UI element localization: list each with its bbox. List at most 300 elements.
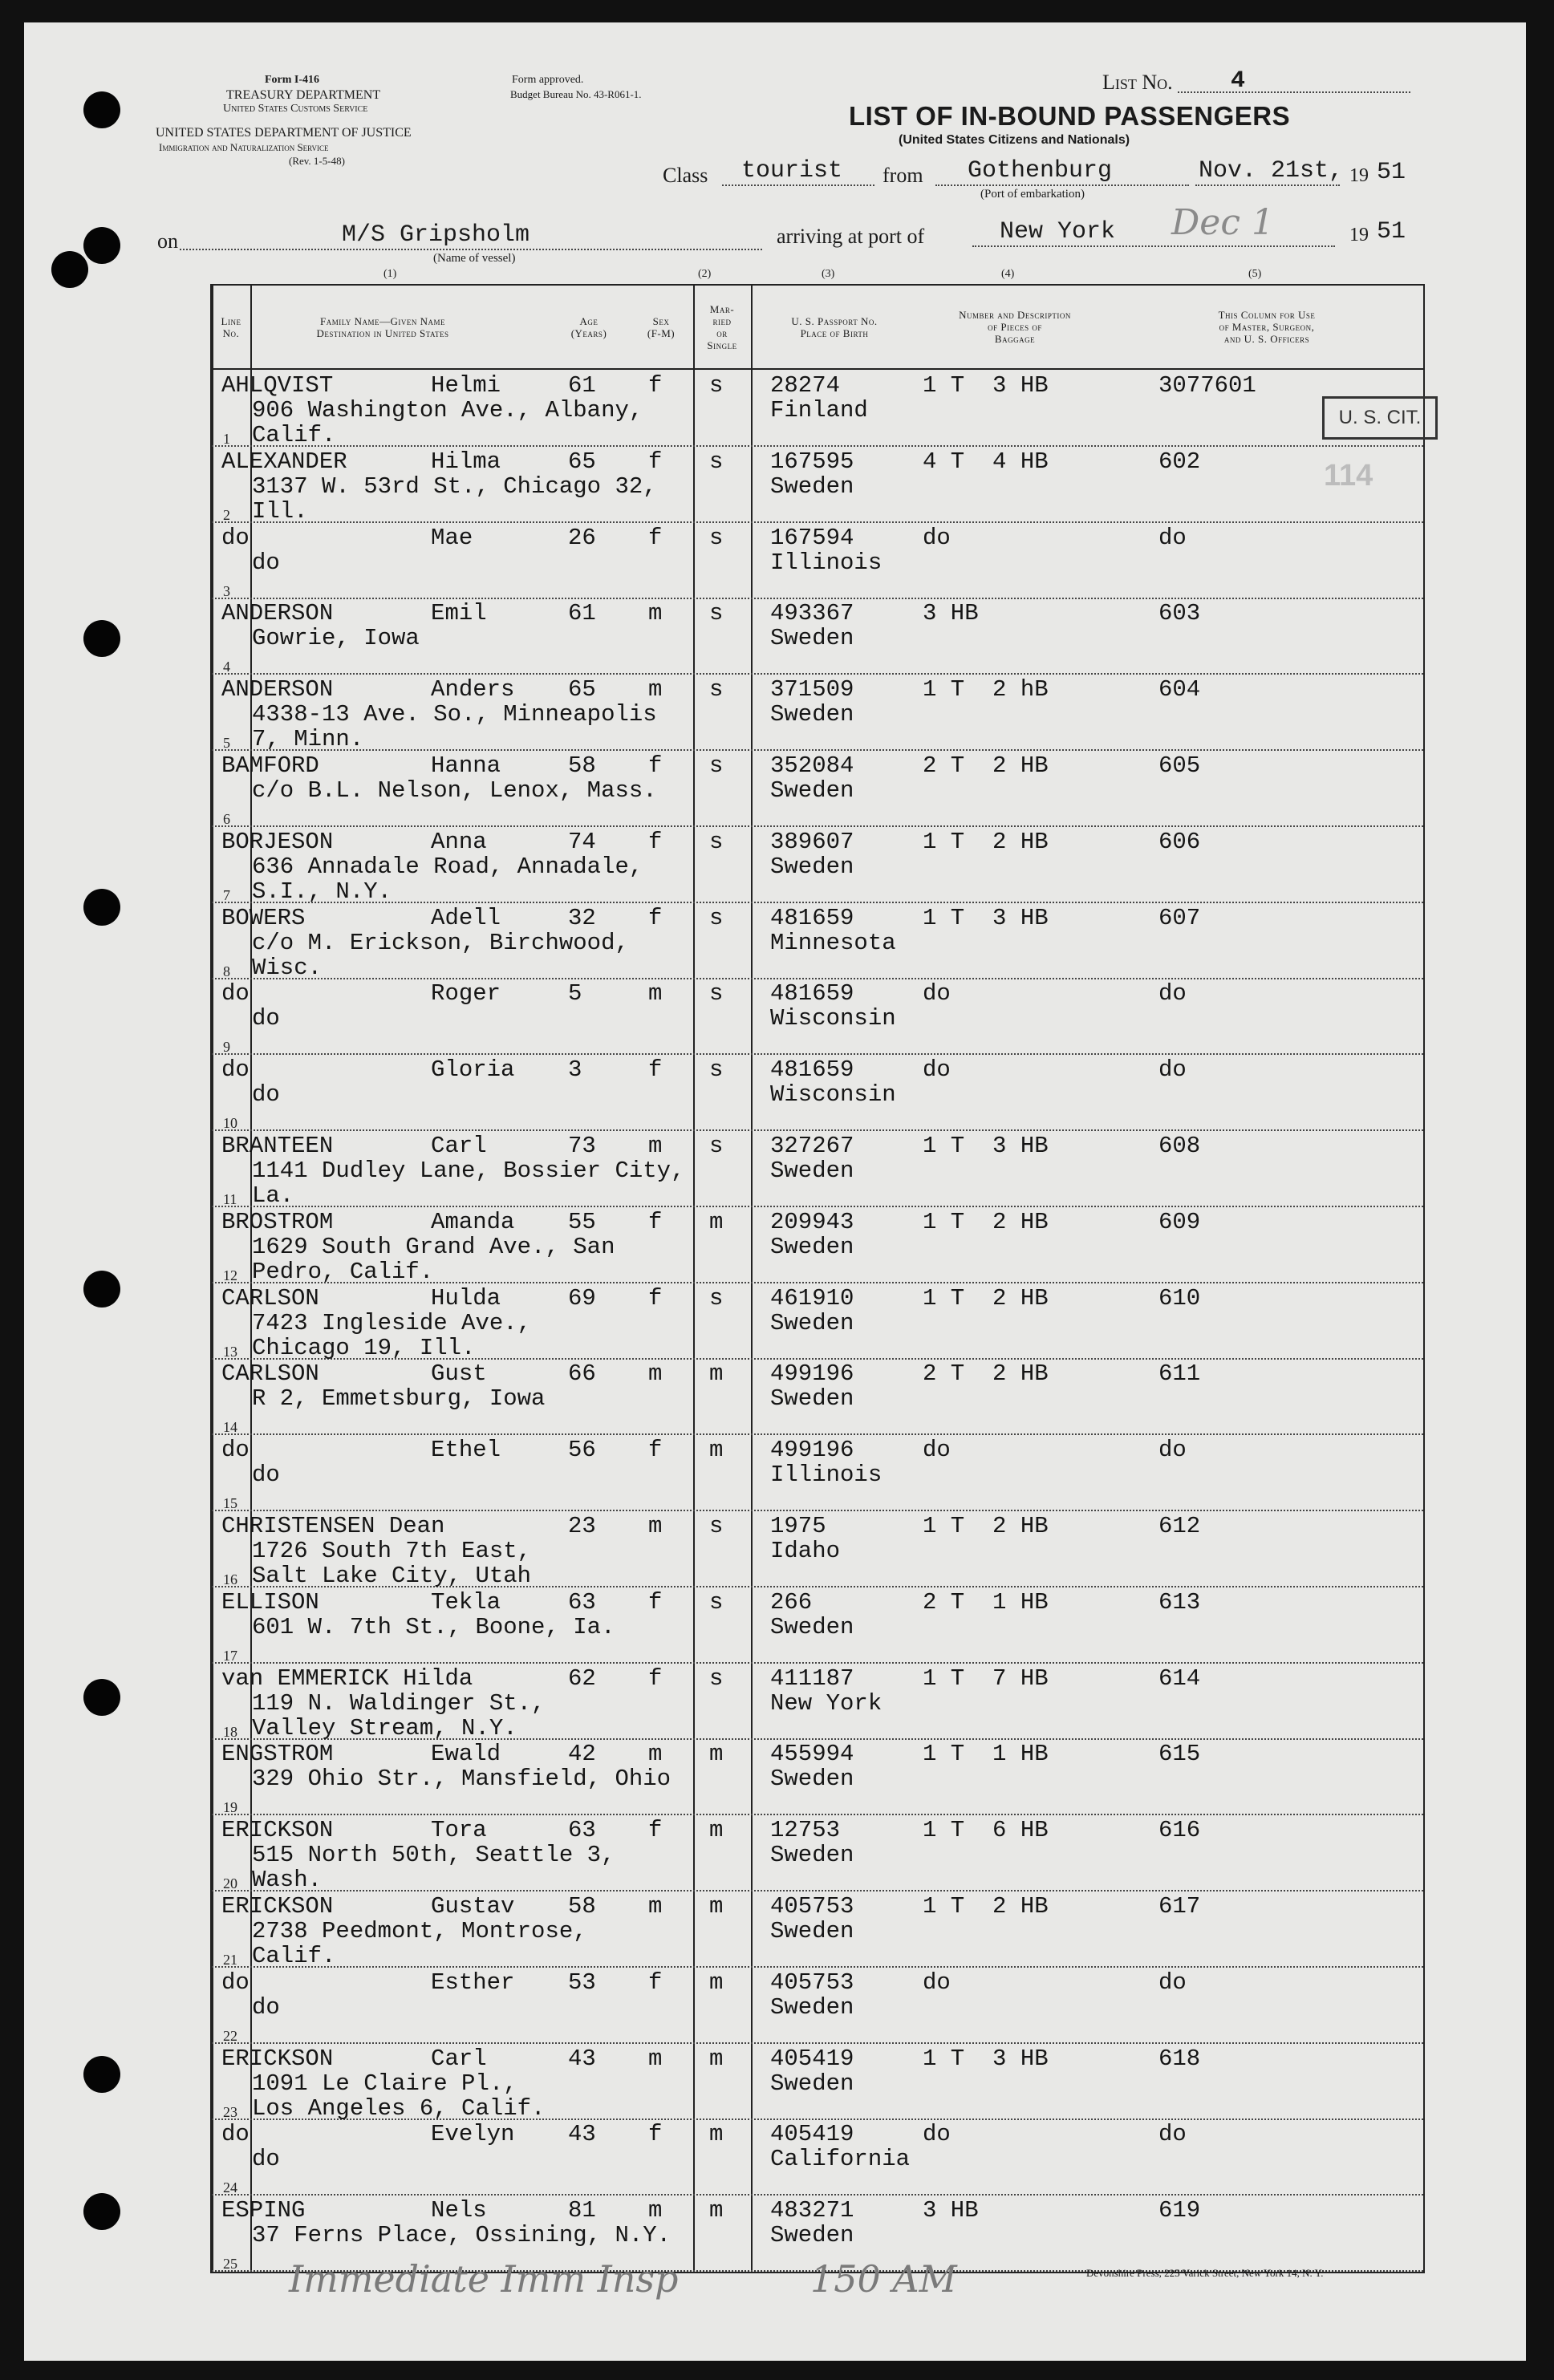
sex: f (648, 1437, 663, 1464)
sex: f (648, 1056, 663, 1084)
line-number: 17 (223, 1647, 237, 1664)
document-title: LIST OF IN-BOUND PASSENGERS (849, 101, 1291, 131)
marital-status: m (709, 2121, 724, 2148)
passport-birthplace: 167595 Sweden (770, 448, 854, 500)
sex: m (648, 676, 663, 703)
age: 74 (568, 828, 596, 855)
table-row (212, 522, 1423, 599)
passenger-name: van EMMERICK Hilda (221, 1664, 473, 1692)
passport-birthplace: 481659 Wisconsin (770, 980, 896, 1032)
sex: f (648, 1284, 663, 1312)
line-number: 2 (223, 506, 230, 523)
passenger-name: do Gloria (221, 1056, 515, 1084)
age: 5 (568, 980, 582, 1008)
baggage: do (923, 980, 951, 1008)
destination-address: 2738 Peedmont, Montrose, Calif. (252, 1918, 587, 1969)
col-header-passport: U. S. Passport No. Place of Birth (751, 286, 918, 370)
stamp-number: 114 (1324, 459, 1373, 493)
destination-address: 7423 Ingleside Ave., Chicago 19, Ill. (252, 1309, 532, 1361)
printer-imprint: Devonshire Press, 225 Varick Street, New York 14, N. Y. (1086, 2267, 1324, 2279)
passenger-table (210, 284, 1425, 2273)
marital-status: m (709, 1360, 724, 1388)
table-row (212, 1358, 1423, 1435)
destination-address: c/o M. Erickson, Birchwood, Wisc. (252, 929, 629, 981)
col-header-age: Age (Years) (549, 286, 629, 370)
punch-hole (83, 91, 120, 128)
arrival-port: New York (1000, 218, 1116, 245)
sex: m (648, 2197, 663, 2224)
form-id: Form I-416 (265, 74, 320, 86)
sex: m (648, 1133, 663, 1159)
table-row (212, 1510, 1423, 1587)
marital-status: m (709, 2197, 724, 2224)
sex: m (648, 600, 663, 627)
immigration-service: Immigration and Naturalization Service (159, 141, 329, 153)
baggage: do (923, 1056, 951, 1084)
officer-number: do (1158, 1056, 1187, 1084)
sex: f (648, 1817, 663, 1844)
destination-address: 119 N. Waldinger St., Valley Stream, N.Y. (252, 1689, 546, 1741)
sex: f (648, 752, 663, 779)
marital-status: m (709, 1437, 724, 1464)
age: 43 (568, 2121, 596, 2148)
passenger-name: ESPING Nels (221, 2197, 487, 2224)
line-number: 19 (223, 1799, 237, 1816)
officer-number: 3077601 (1158, 372, 1256, 399)
destination-address: R 2, Emmetsburg, Iowa (252, 1385, 546, 1413)
handwritten-note: Immediate Imm Insp (289, 2257, 679, 2301)
passenger-name: ERICKSON Tora (221, 1817, 487, 1844)
passport-birthplace: 28274 Finland (770, 372, 868, 424)
punch-hole (83, 227, 120, 264)
passenger-name: do Esther (221, 1968, 515, 1996)
passport-birthplace: 483271 Sweden (770, 2197, 854, 2249)
marital-status: s (709, 1664, 724, 1692)
passenger-name: BAMFORD Hanna (221, 752, 501, 779)
officer-number: 619 (1158, 2197, 1201, 2224)
line-number: 22 (223, 2027, 237, 2044)
customs-service: United States Customs Service (223, 103, 368, 115)
passport-birthplace: 327267 Sweden (770, 1133, 854, 1184)
line-number: 25 (223, 2256, 237, 2273)
baggage: 1 T 2 HB (923, 828, 1049, 855)
destination-address: do (252, 1081, 280, 1109)
officer-number: 611 (1158, 1360, 1201, 1388)
passenger-name: BRANTEEN Carl (221, 1133, 487, 1159)
us-citizen-stamp: U. S. CIT. (1322, 396, 1438, 440)
vessel-note: (Name of vessel) (433, 252, 516, 265)
table-row (212, 750, 1423, 827)
officer-number: 615 (1158, 1741, 1201, 1768)
passport-birthplace: 411187 New York (770, 1664, 882, 1717)
destination-address: 1629 South Grand Ave., San Pedro, Calif. (252, 1233, 615, 1285)
officer-number: 612 (1158, 1513, 1201, 1539)
passenger-name: CARLSON Hulda (221, 1284, 501, 1312)
age: 42 (568, 1741, 596, 1768)
officer-number: do (1158, 1437, 1187, 1464)
age: 69 (568, 1284, 596, 1312)
marital-status: s (709, 1588, 724, 1616)
passenger-name: ANDERSON Emil (221, 600, 487, 627)
age: 65 (568, 676, 596, 703)
baggage: do (923, 1437, 951, 1464)
baggage: 2 T 2 HB (923, 752, 1049, 779)
handwritten-count: 150 AM (810, 2257, 957, 2301)
year2-prefix: 19 (1349, 225, 1369, 245)
destination-address: do (252, 1462, 280, 1489)
line-number: 12 (223, 1267, 237, 1283)
age: 23 (568, 1513, 596, 1539)
table-row (212, 446, 1423, 523)
revision: (Rev. 1-5-48) (289, 155, 345, 167)
officer-number: 618 (1158, 2045, 1201, 2072)
passenger-name: do Evelyn (221, 2121, 515, 2148)
sex: f (648, 524, 663, 551)
sex: f (648, 1664, 663, 1692)
passport-birthplace: 455994 Sweden (770, 1741, 854, 1793)
officer-number: do (1158, 524, 1187, 551)
sex: f (648, 1968, 663, 1996)
baggage: 1 T 3 HB (923, 372, 1049, 399)
budget-bureau: Budget Bureau No. 43-R061-1. (510, 88, 642, 100)
passport-birthplace: 389607 Sweden (770, 828, 854, 880)
passport-birthplace: 12753 Sweden (770, 1817, 854, 1869)
year-prefix: 19 (1349, 165, 1369, 186)
table-row (212, 1587, 1423, 1664)
destination-address: 4338-13 Ave. So., Minneapolis 7, Minn. (252, 701, 657, 753)
sex: f (648, 2121, 663, 2148)
line-number: 5 (223, 735, 230, 752)
punch-hole (83, 1271, 120, 1308)
list-no-value: 4 (1231, 67, 1246, 95)
col-num-3: (3) (822, 268, 835, 280)
line-number: 11 (223, 1191, 237, 1207)
line-number: 4 (223, 659, 230, 675)
class-value: tourist (741, 157, 843, 184)
marital-status: m (709, 2045, 724, 2072)
officer-number: 617 (1158, 1893, 1201, 1920)
marital-status: s (709, 1513, 724, 1539)
line-number: 24 (223, 2179, 237, 2196)
destination-address: do (252, 1005, 280, 1032)
officer-number: 614 (1158, 1664, 1201, 1692)
table-row (212, 978, 1423, 1055)
marital-status: s (709, 1284, 724, 1312)
col-num-5: (5) (1248, 268, 1262, 280)
destination-address: 515 North 50th, Seattle 3, Wash. (252, 1842, 615, 1894)
line-number: 1 (223, 431, 230, 447)
age: 26 (568, 524, 596, 551)
passport-birthplace: 499196 Sweden (770, 1360, 854, 1413)
col-header-line: Line No. (212, 286, 250, 370)
line-number: 9 (223, 1039, 230, 1056)
passenger-name: CARLSON Gust (221, 1360, 487, 1388)
officer-number: 608 (1158, 1133, 1201, 1159)
punch-hole (83, 2056, 120, 2093)
year2-suffix: 51 (1377, 218, 1406, 245)
embarkation-note: (Port of embarkation) (980, 188, 1085, 201)
line-number: 15 (223, 1495, 237, 1512)
sex: m (648, 1513, 663, 1539)
destination-address: do (252, 1993, 280, 2021)
line-number: 10 (223, 1115, 237, 1132)
table-row (212, 2043, 1423, 2120)
age: 58 (568, 1893, 596, 1920)
baggage: 1 T 6 HB (923, 1817, 1049, 1844)
sex: f (648, 828, 663, 855)
marital-status: m (709, 1741, 724, 1768)
baggage: 1 T 2 hB (923, 676, 1049, 703)
marital-status: m (709, 1817, 724, 1844)
line-number: 8 (223, 963, 230, 979)
col-header-married: Mar- ried or Single (693, 286, 751, 370)
age: 32 (568, 904, 596, 931)
sex: f (648, 372, 663, 399)
age: 43 (568, 2045, 596, 2072)
marital-status: m (709, 1893, 724, 1920)
officer-number: 605 (1158, 752, 1201, 779)
table-row (212, 1434, 1423, 1511)
table-row (212, 1738, 1423, 1815)
marital-status: s (709, 372, 724, 399)
officer-number: 613 (1158, 1588, 1201, 1616)
age: 3 (568, 1056, 582, 1084)
passport-birthplace: 371509 Sweden (770, 676, 854, 728)
punch-hole (83, 620, 120, 657)
age: 66 (568, 1360, 596, 1388)
punch-hole (51, 251, 88, 288)
passenger-name: BROSTROM Amanda (221, 1208, 515, 1235)
age: 63 (568, 1588, 596, 1616)
destination-address: 1726 South 7th East, Salt Lake City, Utah (252, 1538, 532, 1589)
table-row (212, 370, 1423, 447)
destination-address: 636 Annadale Road, Annadale, S.I., N.Y. (252, 853, 643, 905)
line-number: 13 (223, 1343, 237, 1360)
table-row (212, 1967, 1423, 2044)
table-row (212, 1814, 1423, 1894)
passenger-name: ALEXANDER Hilma (221, 448, 501, 475)
col-num-1: (1) (383, 268, 397, 280)
passenger-name: BOWERS Adell (221, 904, 501, 931)
passenger-name: ENGSTROM Ewald (221, 1741, 501, 1768)
baggage: 1 T 3 HB (923, 2045, 1049, 2072)
col-header-officers: This Column for Use of Master, Surgeon, and U. S. Officers (1112, 286, 1422, 370)
baggage: 2 T 2 HB (923, 1360, 1049, 1388)
line-number: 21 (223, 1952, 237, 1968)
passport-birthplace: 405753 Sweden (770, 1893, 854, 1944)
sex: m (648, 1893, 663, 1920)
sex: m (648, 1741, 663, 1768)
baggage: 1 T 3 HB (923, 1133, 1049, 1159)
age: 62 (568, 1664, 596, 1692)
officer-number: do (1158, 980, 1187, 1008)
baggage: 3 HB (923, 2197, 979, 2224)
destination-address: 37 Ferns Place, Ossining, N.Y. (252, 2222, 672, 2249)
passport-birthplace: 481659 Minnesota (770, 904, 896, 956)
officer-number: do (1158, 2121, 1187, 2148)
officer-number: 604 (1158, 676, 1201, 703)
col-header-sex: Sex (F-M) (629, 286, 693, 370)
marital-status: s (709, 676, 724, 703)
passenger-name: do Roger (221, 980, 501, 1008)
document-subtitle: (United States Citizens and Nationals) (899, 133, 1130, 147)
age: 53 (568, 1968, 596, 1996)
punch-hole (83, 1679, 120, 1716)
baggage: 1 T 2 HB (923, 1893, 1049, 1920)
line-number: 7 (223, 886, 230, 903)
sex: f (648, 1588, 663, 1616)
col-num-2: (2) (698, 268, 712, 280)
baggage: 4 T 4 HB (923, 448, 1049, 475)
age: 55 (568, 1208, 596, 1235)
arriving-label: arriving at port of (777, 225, 925, 248)
justice-dept: UNITED STATES DEPARTMENT OF JUSTICE (156, 126, 412, 140)
sex: f (648, 904, 663, 931)
passport-birthplace: 481659 Wisconsin (770, 1056, 896, 1109)
col-num-4: (4) (1001, 268, 1015, 280)
line-number: 18 (223, 1723, 237, 1740)
marital-status: s (709, 524, 724, 551)
table-row (212, 1130, 1423, 1207)
table-row (212, 674, 1423, 751)
age: 63 (568, 1817, 596, 1844)
baggage: 1 T 1 HB (923, 1741, 1049, 1768)
baggage: 1 T 7 HB (923, 1664, 1049, 1692)
baggage: do (923, 1968, 951, 1996)
passport-birthplace: 405419 Sweden (770, 2045, 854, 2097)
sex: m (648, 2045, 663, 2072)
baggage: 2 T 1 HB (923, 1588, 1049, 1616)
line-number: 14 (223, 1419, 237, 1436)
marital-status: s (709, 752, 724, 779)
on-label: on (157, 229, 178, 253)
class-label: Class (663, 164, 708, 187)
passenger-name: do Ethel (221, 1437, 501, 1464)
officer-number: do (1158, 1968, 1187, 1996)
table-row (212, 598, 1423, 675)
line-number: 16 (223, 1571, 237, 1587)
age: 56 (568, 1437, 596, 1464)
treasury-dept: TREASURY DEPARTMENT (226, 88, 381, 102)
table-row (212, 826, 1423, 903)
passport-birthplace: 493367 Sweden (770, 600, 854, 652)
passenger-name: ANDERSON Anders (221, 676, 515, 703)
baggage: 1 T 2 HB (923, 1513, 1049, 1539)
list-no-label: List No. (1102, 71, 1173, 94)
destination-address: c/o B.L. Nelson, Lenox, Mass. (252, 777, 657, 804)
baggage: 3 HB (923, 600, 979, 627)
punch-hole (83, 2193, 120, 2230)
table-row (212, 1054, 1423, 1131)
age: 61 (568, 600, 596, 627)
passport-birthplace: 405419 California (770, 2121, 911, 2173)
passenger-name: ERICKSON Carl (221, 2045, 487, 2072)
passport-birthplace: 405753 Sweden (770, 1968, 854, 2021)
marital-status: s (709, 980, 724, 1008)
marital-status: s (709, 1056, 724, 1084)
line-number: 23 (223, 2103, 237, 2120)
sex: m (648, 1360, 663, 1388)
passenger-name: CHRISTENSEN Dean (221, 1513, 445, 1539)
destination-address: do (252, 2146, 280, 2173)
marital-status: m (709, 1968, 724, 1996)
age: 73 (568, 1133, 596, 1159)
age: 58 (568, 752, 596, 779)
sex: m (648, 980, 663, 1008)
officer-number: 609 (1158, 1208, 1201, 1235)
passenger-name: ELLISON Tekla (221, 1588, 501, 1616)
from-label: from (882, 164, 923, 187)
destination-address: 906 Washington Ave., Albany, Calif. (252, 397, 643, 448)
destination-address: Gowrie, Iowa (252, 625, 420, 652)
table-row (212, 2118, 1423, 2196)
officer-number: 616 (1158, 1817, 1201, 1844)
marital-status: s (709, 448, 724, 475)
passport-birthplace: 461910 Sweden (770, 1284, 854, 1336)
passport-birthplace: 499196 Illinois (770, 1437, 882, 1489)
sex: f (648, 448, 663, 475)
age: 61 (568, 372, 596, 399)
age: 65 (568, 448, 596, 475)
baggage: do (923, 524, 951, 551)
marital-status: s (709, 600, 724, 627)
baggage: do (923, 2121, 951, 2148)
marital-status: s (709, 828, 724, 855)
col-header-name: Family Name—Given Name Destination in United States (250, 286, 515, 370)
year-suffix: 51 (1377, 159, 1406, 186)
table-row (212, 902, 1423, 979)
age: 81 (568, 2197, 596, 2224)
marital-status: s (709, 1133, 724, 1159)
baggage: 1 T 3 HB (923, 904, 1049, 931)
officer-number: 607 (1158, 904, 1201, 931)
table-row (212, 1891, 1423, 1968)
destination-address: 3137 W. 53rd St., Chicago 32, Ill. (252, 472, 657, 525)
passport-birthplace: 352084 Sweden (770, 752, 854, 804)
line-number: 20 (223, 1875, 237, 1892)
table-row (212, 1283, 1423, 1360)
baggage: 1 T 2 HB (923, 1284, 1049, 1312)
passport-birthplace: 167594 Illinois (770, 524, 882, 576)
officer-number: 606 (1158, 828, 1201, 855)
embarkation-port: Gothenburg (968, 157, 1113, 184)
passenger-name: BORJESON Anna (221, 828, 487, 855)
destination-address: 601 W. 7th St., Boone, Ia. (252, 1613, 615, 1640)
destination-address: 1141 Dudley Lane, Bossier City, La. (252, 1158, 685, 1209)
destination-address: 329 Ohio Str., Mansfield, Ohio (252, 1766, 672, 1793)
passenger-name: ERICKSON Gustav (221, 1893, 515, 1920)
officer-number: 602 (1158, 448, 1201, 475)
form-approved: Form approved. (512, 74, 584, 86)
destination-address: do (252, 549, 280, 576)
col-header-baggage: Number and Description of Pieces of Baggage (918, 286, 1112, 370)
punch-hole (83, 889, 120, 926)
officer-number: 610 (1158, 1284, 1201, 1312)
passport-birthplace: 209943 Sweden (770, 1208, 854, 1260)
destination-address: 1091 Le Claire Pl., Los Angeles 6, Calif. (252, 2070, 546, 2122)
baggage: 1 T 2 HB (923, 1208, 1049, 1235)
passenger-name: do Mae (221, 524, 473, 551)
passport-birthplace: 266 Sweden (770, 1588, 854, 1640)
sex: f (648, 1208, 663, 1235)
marital-status: m (709, 1208, 724, 1235)
line-number: 3 (223, 582, 230, 599)
vessel-name: M/S Gripsholm (342, 221, 530, 249)
table-row (212, 1663, 1423, 1740)
passenger-name: AHLQVIST Helmi (221, 372, 501, 399)
arrival-date-handwritten: Dec 1 (1171, 202, 1274, 243)
departure-date: Nov. 21st, (1199, 157, 1344, 184)
